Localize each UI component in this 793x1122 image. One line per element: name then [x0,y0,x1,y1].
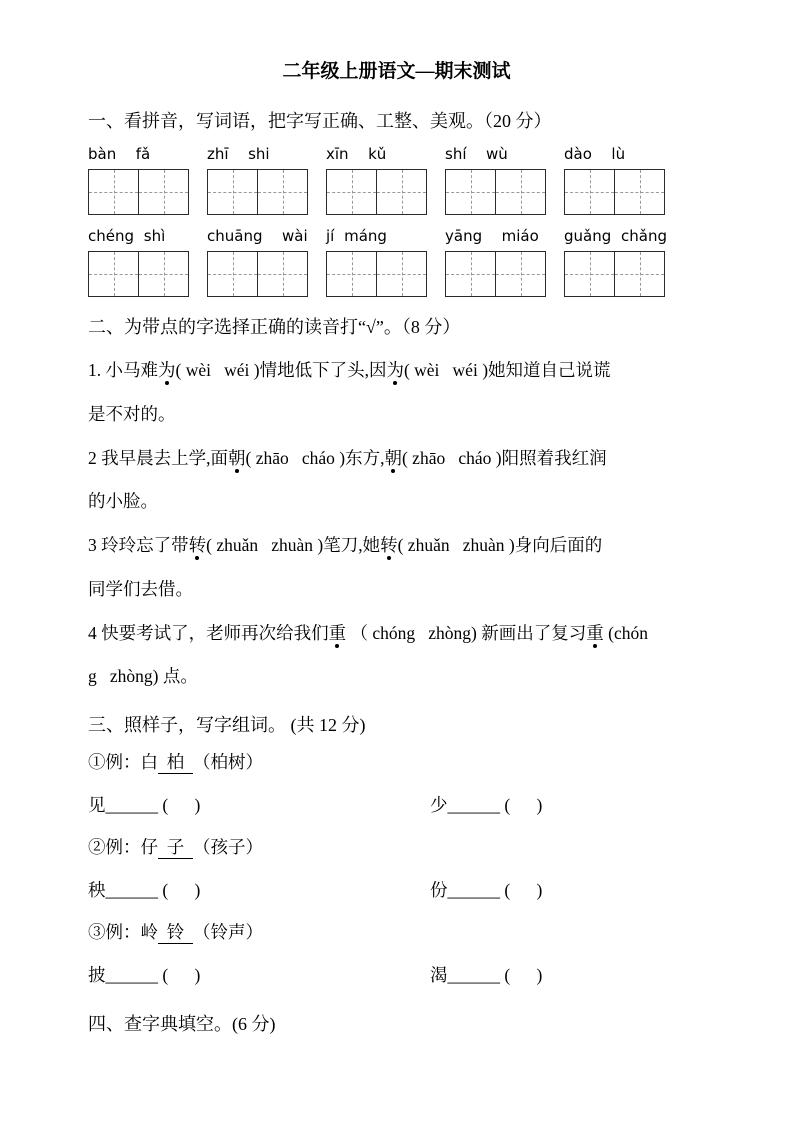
text-segment: 是不对的。 [88,403,176,424]
pinyin-row-1 [88,145,705,163]
writing-grid-cell [565,170,614,214]
writing-grid-cell [614,170,664,214]
writing-grid-group [326,251,427,297]
section-pinyin-writing [88,107,705,297]
text-segment: 同学们去借。 [88,578,193,599]
writing-grid-cell [376,252,426,296]
blank-item-pi: 披______ ( ) [88,964,201,985]
pinyin-label: guǎng chǎng [564,227,667,245]
pinyin-label: yāng miáo [445,227,539,245]
text-segment: 的小脸。 [88,491,158,512]
pinyin-label: chéng shì [88,227,166,245]
writing-grid-cell [138,252,188,296]
writing-grid-row-2 [88,251,705,297]
writing-grid-cell [138,170,188,214]
writing-grid-cell [376,170,426,214]
pinyin-label: zhī shi [207,145,270,163]
text-segment: g zhòng) 点。 [88,666,198,687]
section4-heading: 四、查字典填空。(6 分) [88,1013,276,1034]
page-title: 二年级上册语文—期末测试 [282,61,511,82]
text-segment: (chón [603,622,648,643]
example-answer-underlined: 子 [158,836,193,857]
writing-grid-cell [257,170,307,214]
writing-grid-group [564,169,665,215]
pinyin-label: jí máng [326,227,387,245]
writing-grid-cell [614,252,664,296]
writing-grid-row-1 [88,169,705,215]
example-answer-underlined: 柏 [158,752,193,772]
writing-grid-group [564,251,665,297]
dotted-character: 转 [380,535,398,555]
text-segment: ①例：白 [88,752,158,772]
pinyin-label: bàn fǎ [88,145,151,163]
blank-item-jian: 见______ ( ) [88,794,201,815]
word-row-2 [88,870,705,911]
text-segment: 3 玲玲忘了带 [88,535,189,555]
example-2 [88,826,705,870]
dotted-character: 重 [328,622,347,643]
writing-grid-cell [495,252,545,296]
blank-item-yang: 秧______ ( ) [88,879,201,900]
writing-grid-group [445,169,546,215]
blank-item-fen: 份______ ( ) [430,879,543,900]
dotted-character: 重 [586,622,604,643]
question-3 [88,524,705,612]
writing-grid-cell [446,252,495,296]
writing-grid-cell [327,252,376,296]
writing-grid-cell [208,170,257,214]
writing-grid-cell [257,252,307,296]
dotted-character: 朝 [228,447,246,468]
text-segment: ( zhāo cháo )阳照着我红润 [401,447,607,468]
pinyin-label: chuāng wài [207,227,308,245]
example-answer-underlined: 铃 [158,921,193,942]
pinyin-label: shí wù [445,145,508,163]
text-segment: 2 我早晨去上学,面 [88,447,228,468]
text-segment: ( wèi wéi )她知道自己说谎 [403,360,611,380]
section-dictionary [88,1010,705,1036]
writing-grid-group [88,251,189,297]
section3-heading: 三、照样子，写字组词。 (共 12 分) [88,715,366,735]
dotted-character: 转 [188,535,207,555]
section-pronunciation-choice [88,313,705,699]
pinyin-label: dào lù [564,145,626,163]
text-segment: ( zhāo cháo )东方, [245,447,385,468]
writing-grid-cell [495,170,545,214]
word-row-3 [88,955,705,996]
section-word-formation [88,711,705,996]
blank-item-shao: 少______ ( ) [430,794,543,815]
writing-grid-group [207,169,308,215]
dotted-character: 为 [158,360,176,380]
writing-grid-cell [327,170,376,214]
question-2 [88,437,705,525]
text-segment: 1. 小马难 [88,360,158,380]
text-segment: ③例：岭 [88,921,158,942]
question-4 [88,612,705,700]
text-segment: 4 快要考试了，老师再次给我们 [88,622,329,643]
section1-heading: 一、看拼音，写词语，把字写正确、工整、美观。（20 分） [88,111,552,131]
text-segment: ②例：仔 [88,836,158,857]
text-segment: （孩子） [193,836,263,857]
writing-grid-group [445,251,546,297]
text-segment: （ chóng zhòng) 新画出了复习 [346,622,587,643]
writing-grid-group [88,169,189,215]
pinyin-row-2 [88,227,705,245]
blank-item-ke: 渴______ ( ) [430,964,543,985]
writing-grid-group [207,251,308,297]
pinyin-label: xīn kǔ [326,145,387,163]
word-row-1 [88,785,705,826]
question-1 [88,349,705,437]
writing-grid-cell [208,252,257,296]
example-3 [88,911,705,955]
text-segment: （铃声） [193,921,263,942]
writing-grid-cell [89,252,138,296]
writing-grid-cell [89,170,138,214]
section2-heading: 二、为带点的字选择正确的读音打“√”。（8 分） [88,317,461,337]
text-segment: ( zhuǎn zhuàn )笔刀,她 [206,535,381,555]
dotted-character: 朝 [384,447,402,468]
dotted-character: 为 [386,360,404,380]
writing-grid-group [326,169,427,215]
writing-grid-cell [565,252,614,296]
text-segment: ( wèi wéi )情地低下了头,因 [175,360,387,380]
text-segment: （柏树） [193,752,263,772]
writing-grid-cell [446,170,495,214]
example-1 [88,741,705,785]
text-segment: ( zhuǎn zhuàn )身向后面的 [397,535,603,555]
